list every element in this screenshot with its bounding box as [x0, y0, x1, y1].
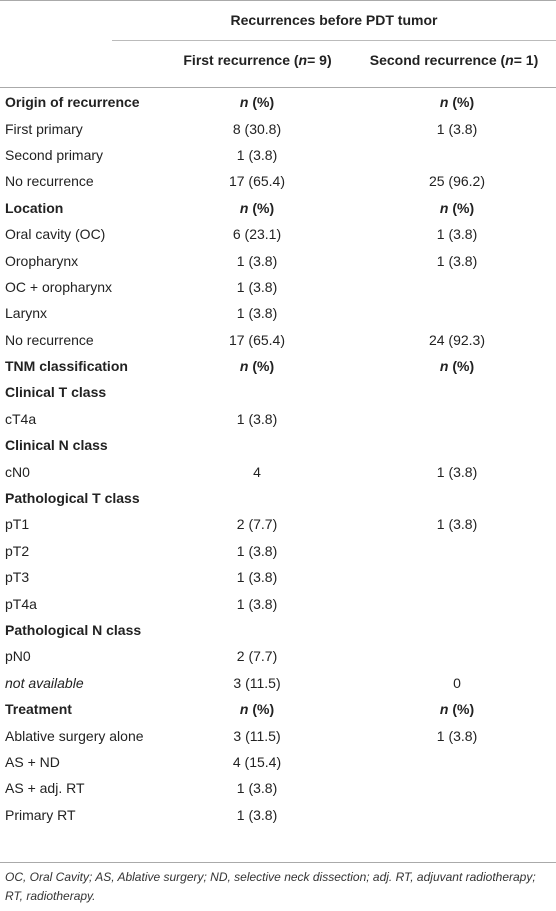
row-label: AS + ND	[5, 753, 60, 770]
first-recurrence-cell: 1 (3.8)	[236, 542, 278, 559]
second-recurrence-cell: n (%)	[439, 701, 475, 718]
table-row	[0, 749, 556, 775]
row-label: OC + oropharynx	[5, 278, 112, 295]
row-label: pT3	[5, 569, 30, 586]
table-row	[0, 670, 556, 696]
first-recurrence-cell: 6 (23.1)	[232, 226, 282, 243]
second-recurrence-cell: n (%)	[439, 199, 475, 216]
first-recurrence-cell: 1 (3.8)	[236, 252, 278, 269]
table-row	[0, 142, 556, 168]
first-recurrence-cell: 1 (3.8)	[236, 595, 278, 612]
row-label: not available	[5, 674, 84, 691]
table-row	[0, 327, 556, 353]
table-row	[0, 538, 556, 564]
second-recurrence-cell: 25 (96.2)	[428, 173, 486, 190]
row-label: AS + adj. RT	[5, 780, 85, 797]
col1-header: First recurrence ( n = 9)	[183, 52, 332, 68]
table-row	[0, 115, 556, 141]
table-row	[0, 168, 556, 194]
table-row	[0, 696, 556, 722]
row-label: First primary	[5, 120, 83, 137]
row-label: Location	[5, 199, 64, 216]
second-recurrence-cell: 1 (3.8)	[436, 516, 478, 533]
first-recurrence-cell: 1 (3.8)	[236, 410, 278, 427]
table-row	[0, 379, 556, 405]
table-row	[0, 643, 556, 669]
row-label: Pathological N class	[5, 622, 142, 638]
row-label: Ablative surgery alone	[5, 727, 144, 744]
table-row	[0, 221, 556, 247]
first-recurrence-cell: 1 (3.8)	[236, 569, 278, 586]
first-recurrence-cell: 1 (3.8)	[236, 278, 278, 295]
first-recurrence-cell: 8 (30.8)	[232, 120, 282, 137]
first-recurrence-cell: 17 (65.4)	[228, 331, 286, 348]
second-recurrence-cell: 24 (92.3)	[428, 331, 486, 348]
table-row	[0, 406, 556, 432]
first-recurrence-cell: 4	[253, 463, 261, 480]
row-label: Second primary	[5, 146, 104, 163]
row-label: Primary RT	[5, 806, 76, 823]
first-recurrence-cell: 3 (11.5)	[233, 674, 281, 691]
table-row	[0, 775, 556, 801]
first-recurrence-cell: 1 (3.8)	[236, 780, 278, 797]
first-recurrence-cell: 2 (7.7)	[236, 516, 278, 533]
row-label: Pathological T class	[5, 490, 140, 507]
row-label: Oral cavity (OC)	[5, 226, 106, 243]
row-label: Clinical T class	[5, 384, 107, 401]
first-recurrence-cell: n (%)	[239, 701, 275, 718]
second-recurrence-cell: 0	[453, 674, 461, 691]
table-row	[0, 617, 556, 643]
table-row	[0, 432, 556, 458]
table-row	[0, 89, 556, 115]
table-bottom-rule	[0, 862, 556, 863]
row-label: cT4a	[5, 410, 37, 427]
second-recurrence-cell: 1 (3.8)	[436, 120, 478, 137]
row-label: Larynx	[5, 305, 48, 322]
table-row	[0, 722, 556, 748]
table-row	[0, 564, 556, 590]
first-recurrence-cell: 17 (65.4)	[228, 173, 286, 190]
second-recurrence-cell: 1 (3.8)	[436, 727, 478, 744]
table-row	[0, 458, 556, 484]
table-row	[0, 802, 556, 828]
row-label: cN0	[5, 463, 30, 480]
row-label: pN0	[5, 648, 31, 665]
row-label: Oropharynx	[5, 252, 79, 269]
row-label: pT2	[5, 542, 30, 559]
first-recurrence-cell: n (%)	[239, 199, 275, 216]
table-row	[0, 195, 556, 221]
table-row	[0, 274, 556, 300]
first-recurrence-cell: 1 (3.8)	[236, 806, 278, 823]
table-row	[0, 590, 556, 616]
header-bottom-rule	[0, 87, 556, 88]
first-recurrence-cell: 2 (7.7)	[236, 648, 278, 665]
table-body	[0, 89, 556, 828]
first-recurrence-cell: n (%)	[239, 358, 275, 375]
row-label: pT1	[5, 516, 30, 533]
second-recurrence-cell: 1 (3.8)	[436, 226, 478, 243]
first-recurrence-cell: 1 (3.8)	[236, 146, 278, 163]
table-row	[0, 485, 556, 511]
row-label: TNM classification	[5, 358, 128, 375]
row-label: Treatment	[5, 701, 72, 718]
row-label: Origin of recurrence	[5, 94, 140, 111]
second-recurrence-cell: 1 (3.8)	[436, 252, 478, 269]
first-recurrence-cell: n (%)	[239, 94, 275, 111]
first-recurrence-cell: 3 (11.5)	[233, 727, 281, 744]
table-row	[0, 247, 556, 273]
second-recurrence-cell: 1 (3.8)	[436, 463, 478, 480]
table-row	[0, 511, 556, 537]
row-label: No recurrence	[5, 173, 94, 190]
table-row	[0, 353, 556, 379]
first-recurrence-cell: 1 (3.8)	[236, 305, 278, 322]
second-recurrence-cell: n (%)	[439, 358, 475, 375]
first-recurrence-cell: 4 (15.4)	[232, 753, 282, 770]
table-footnote: OC, Oral Cavity; AS, Ablative surgery; ND, selective neck dissection; adj. RT, adjuvant radiotherapy; RT, radiotherapy.	[5, 870, 536, 903]
row-label: No recurrence	[5, 331, 94, 348]
second-recurrence-cell: n (%)	[439, 94, 475, 111]
group-header: Recurrences before PDT tumor	[230, 12, 438, 28]
row-label: pT4a	[5, 595, 37, 612]
row-label: Clinical N class	[5, 437, 108, 454]
table-row	[0, 300, 556, 326]
col2-header: Second recurrence ( n = 1)	[369, 52, 539, 68]
